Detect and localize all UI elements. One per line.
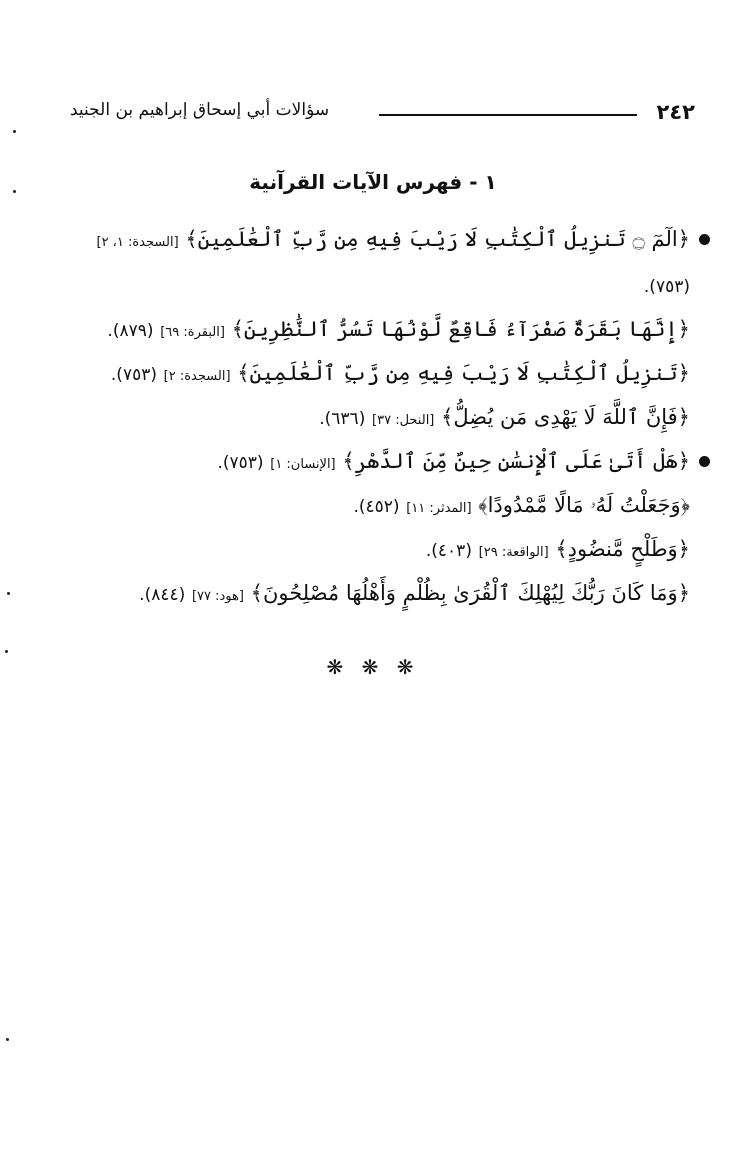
index-entry (70, 528, 690, 572)
running-title: سؤالات أبي إسحاق إبراهيم بن الجنيد (70, 100, 330, 120)
page-reference: (٤٠٣). (425, 541, 472, 561)
page-reference: (٧٥٣). (643, 277, 690, 297)
page-reference: (٦٣٦). (319, 409, 366, 429)
scan-speck (5, 650, 8, 653)
ayah-text: ﴿وَطَلْحٍ مَّنضُودٍ﴾ (555, 537, 690, 561)
ayah-text: ﴿تَنزِيلُ ٱلْكِتَٰبِ لَا رَيْبَ فِيهِ مِن رَّبِّ ٱلْعَٰلَمِينَ﴾ (237, 361, 690, 385)
bullet-icon (699, 234, 710, 245)
bullet-icon (699, 456, 710, 467)
index-entry (70, 352, 690, 396)
section-heading: ١ - فهرس الآيات القرآنية (249, 170, 497, 194)
index-entry (70, 396, 690, 440)
index-entry (70, 572, 690, 662)
surah-reference: [الإنسان: ١] (270, 457, 336, 472)
page-reference: (٨٧٩). (107, 321, 154, 341)
scan-speck (13, 130, 16, 133)
index-entry (70, 218, 690, 308)
surah-reference: [المدثر: ١١] (406, 501, 472, 516)
surah-reference: [الواقعة: ٢٩] (478, 545, 549, 560)
scan-speck (7, 592, 10, 595)
surah-reference: [السجدة: ١، ٢] (96, 235, 179, 250)
ayah-text: ﴿الٓمٓ ۝ تَنزِيلُ ٱلْكِتَٰبِ لَا رَيْبَ فِيهِ مِن رَّبِّ ٱلْعَٰلَمِينَ﴾ (185, 227, 690, 251)
ayah-text: ﴿فَإِنَّ ٱللَّهَ لَا يَهْدِى مَن يُضِلُّ﴾ (441, 405, 690, 429)
surah-reference: [البقرة: ٦٩] (160, 325, 225, 340)
page-reference: (٤٥٢). (353, 497, 400, 517)
surah-reference: [هود: ٧٧] (191, 589, 244, 604)
page-reference: (٧٥٣). (217, 453, 264, 473)
page-reference: (٧٥٣). (110, 365, 157, 385)
ayah-text: ﴿إِنَّهَا بَقَرَةٌ صَفْرَآءُ فَاقِعٌ لَّوْنُهَا تَسُرُّ ٱلنَّٰظِرِينَ﴾ (231, 317, 690, 341)
ayah-text: ﴿وَمَا كَانَ رَبُّكَ لِيُهْلِكَ ٱلْقُرَىٰ بِظُلْمٍ وَأَهْلُهَا مُصْلِحُونَ﴾ (250, 581, 690, 605)
ayah-text: ﴿وَجَعَلْتُ لَهُۥ مَالًا مَّمْدُودًا﴾ (478, 493, 690, 517)
scan-speck (6, 1038, 9, 1041)
section-end-ornament: ❋ ❋ ❋ (326, 655, 420, 679)
page-reference: (٨٤٤). (139, 585, 186, 605)
scan-speck (13, 190, 16, 193)
ayah-index-list (70, 218, 690, 662)
surah-reference: [السجدة: ٢] (163, 369, 231, 384)
index-entry (70, 484, 690, 528)
index-entry (70, 440, 690, 484)
header-rule (379, 114, 637, 116)
page-number: ٢٤٢ (656, 100, 695, 124)
ayah-text: ﴿هَلْ أَتَىٰ عَلَى ٱلْإِنسَٰنِ حِينٌ مِّنَ ٱلدَّهْرِ﴾ (342, 449, 690, 473)
index-entry (70, 308, 690, 352)
running-header (70, 98, 695, 134)
surah-reference: [النحل: ٣٧] (372, 413, 435, 428)
